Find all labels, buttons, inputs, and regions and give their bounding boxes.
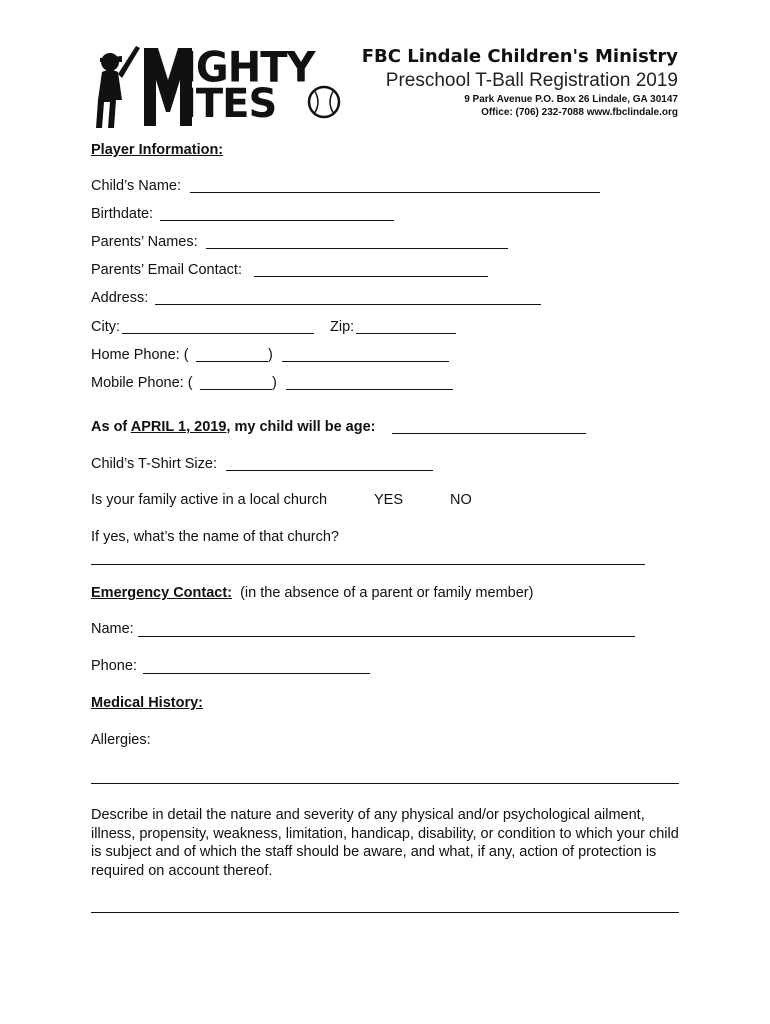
emergency-contact-heading-row	[91, 585, 533, 601]
church-no-option[interactable]: NO	[450, 492, 472, 508]
home-phone-label: Home Phone: (	[91, 347, 189, 363]
logo-text-ites: ITES	[182, 81, 277, 127]
birthdate-field[interactable]	[160, 220, 394, 221]
home-phone-paren: )	[268, 347, 273, 363]
church-name-label: If yes, what’s the name of that church?	[91, 529, 339, 545]
address-line: 9 Park Avenue P.O. Box 26 Lindale, GA 30147	[464, 94, 678, 105]
allergies-field[interactable]	[91, 783, 679, 784]
allergies-label: Allergies:	[91, 732, 151, 748]
zip-label: Zip:	[330, 319, 355, 335]
emergency-name-label: Name:	[91, 621, 134, 637]
tshirt-size-label: Child’s T-Shirt Size:	[91, 456, 217, 472]
mobile-phone-area-field[interactable]	[200, 389, 272, 390]
emergency-phone-label: Phone:	[91, 658, 137, 674]
emergency-phone-field[interactable]	[143, 673, 370, 674]
address-label: Address:	[91, 290, 149, 306]
church-question: Is your family active in a local church	[91, 492, 328, 508]
tball-player-icon	[96, 46, 140, 128]
church-name-field[interactable]	[91, 564, 645, 565]
age-suffix: , my child will be age:	[226, 419, 376, 435]
age-prefix: As of	[91, 419, 131, 435]
childs-name-field[interactable]	[190, 192, 600, 193]
mobile-phone-label: Mobile Phone: (	[91, 375, 193, 391]
tshirt-size-field[interactable]	[226, 470, 433, 471]
emergency-name-field[interactable]	[138, 636, 635, 637]
logo-text-ighty: IGHTY	[182, 43, 315, 93]
emergency-contact-heading: Emergency Contact:	[91, 585, 233, 601]
church-yes-option[interactable]: YES	[374, 492, 404, 508]
medical-description-field[interactable]	[91, 912, 679, 913]
address-field[interactable]	[155, 304, 541, 305]
form-title: Preschool T-Ball Registration 2019	[385, 70, 678, 91]
city-label: City:	[91, 319, 120, 335]
birthdate-label: Birthdate:	[91, 206, 154, 222]
contact-line: Office: (706) 232-7088 www.fbclindale.org	[481, 107, 678, 118]
zip-field[interactable]	[356, 333, 456, 334]
home-phone-area-field[interactable]	[196, 361, 268, 362]
age-question	[91, 419, 375, 435]
mobile-phone-paren: )	[272, 375, 277, 391]
mobile-phone-field[interactable]	[286, 389, 453, 390]
parents-email-field[interactable]	[254, 276, 488, 277]
parents-names-field[interactable]	[206, 248, 508, 249]
parents-email-label: Parents’ Email Contact:	[91, 262, 242, 278]
age-date: APRIL 1, 2019	[130, 419, 227, 435]
city-field[interactable]	[122, 333, 314, 334]
childs-name-label: Child’s Name:	[91, 178, 181, 194]
medical-description-text: Describe in detail the nature and severity of any physical and/or psychological ailment, illness, propensity, weakness, limitation, handicap, disability, or condition to which your child is subject and of which the staff should be aware, and what, if any, action of protection is required on account thereof.	[91, 807, 679, 879]
parents-names-label: Parents’ Names:	[91, 234, 198, 250]
player-info-heading: Player Information:	[91, 142, 224, 158]
organization-name: FBC Lindale Children's Ministry	[361, 46, 678, 67]
emergency-contact-note: (in the absence of a parent or family member)	[240, 585, 534, 601]
medical-history-heading: Medical History:	[91, 695, 203, 711]
age-field[interactable]	[392, 433, 586, 434]
home-phone-field[interactable]	[282, 361, 449, 362]
